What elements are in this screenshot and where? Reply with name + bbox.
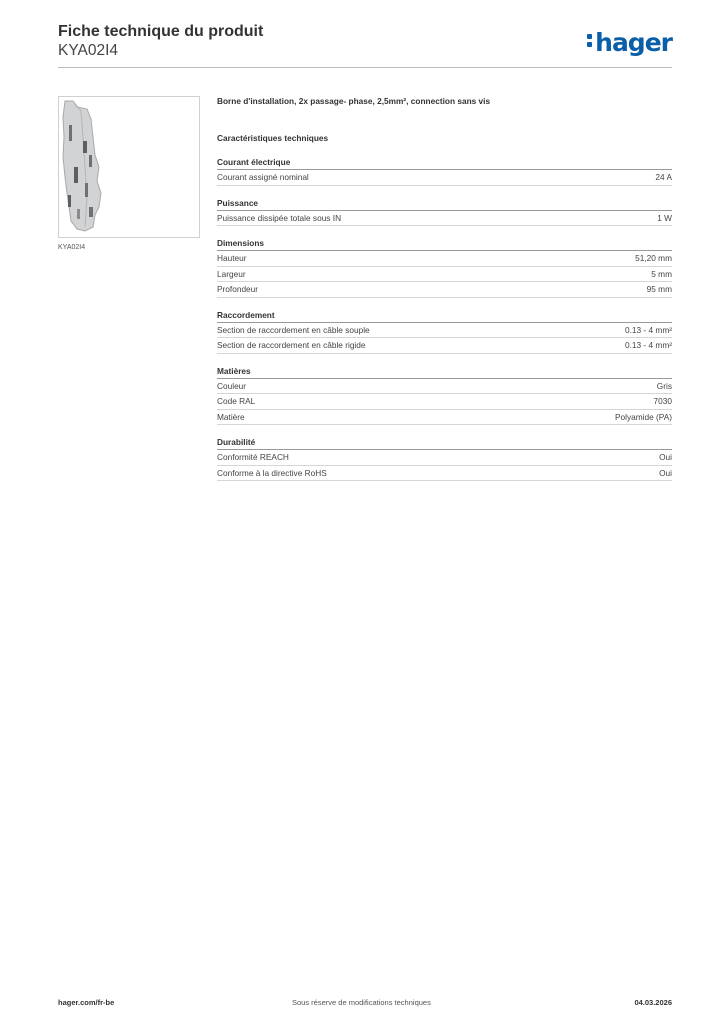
spec-group-title: Dimensions — [217, 237, 672, 251]
spec-label: Conformité REACH — [217, 452, 289, 462]
spec-value: Oui — [659, 467, 672, 478]
spec-value: 0.13 - 4 mm² — [624, 340, 672, 350]
spec-group-courant — [217, 156, 672, 186]
spec-row — [217, 211, 672, 227]
footer-website-link[interactable]: hager.com/fr-be — [58, 998, 115, 1007]
spec-value: 7030 — [653, 396, 672, 406]
spec-row — [217, 338, 672, 354]
spec-label: Code RAL — [217, 396, 256, 406]
logo-text: hager — [595, 28, 672, 57]
spec-row — [217, 466, 672, 482]
spec-value: 5 mm — [651, 268, 672, 279]
spec-group-title: Puissance — [217, 197, 672, 211]
spec-group-title: Durabilité — [217, 436, 672, 450]
spec-row — [217, 323, 672, 339]
spec-label: Matière — [217, 411, 245, 422]
spec-group-title: Raccordement — [217, 309, 672, 323]
spec-content — [217, 92, 672, 481]
spec-label: Section de raccordement en câble rigide — [217, 340, 366, 350]
product-description: Borne d'installation, 2x passage- phase, 2,5mm², connection sans vis — [217, 96, 491, 106]
spec-label: Puissance dissipée totale sous IN — [217, 212, 342, 223]
spec-row — [217, 394, 672, 410]
spec-label: Hauteur — [217, 253, 247, 263]
spec-row — [217, 450, 672, 466]
spec-row — [217, 170, 672, 186]
spec-label: Couleur — [217, 380, 247, 391]
spec-row — [217, 251, 672, 267]
image-caption: KYA02I4 — [58, 244, 86, 251]
spec-row — [217, 282, 672, 298]
spec-value: Polyamide (PA) — [614, 411, 672, 422]
spec-label: Profondeur — [217, 284, 259, 294]
spec-value: Oui — [659, 452, 672, 462]
terminal-block-illustration — [59, 97, 199, 237]
spec-group-durabilite — [217, 436, 672, 481]
spec-value: 51,20 mm — [635, 253, 672, 263]
document-title: Fiche technique du produit — [58, 23, 264, 40]
spec-value: 1 W — [657, 212, 672, 223]
product-image — [58, 96, 200, 238]
spec-row — [217, 379, 672, 395]
product-reference: KYA02I4 — [58, 42, 119, 59]
spec-value: 95 mm — [646, 284, 672, 294]
spec-group-puissance — [217, 197, 672, 227]
spec-label: Section de raccordement en câble souple — [217, 324, 370, 335]
hager-logo — [587, 28, 672, 57]
spec-label: Courant assigné nominal — [217, 172, 309, 182]
footer-notice: Sous réserve de modifications techniques — [292, 998, 431, 1007]
spec-group-matieres — [217, 365, 672, 426]
header — [58, 22, 263, 60]
specs-heading: Caractéristiques techniques — [217, 133, 329, 143]
header-divider — [58, 67, 672, 68]
spec-group-title: Courant électrique — [217, 156, 672, 170]
spec-value: Gris — [656, 380, 672, 391]
spec-value: 24 A — [655, 172, 672, 182]
spec-group-dimensions — [217, 237, 672, 298]
spec-value: 0.13 - 4 mm² — [624, 324, 672, 335]
footer-date: 04.03.2026 — [634, 998, 672, 1007]
spec-group-raccordement — [217, 309, 672, 354]
spec-label: Largeur — [217, 268, 246, 279]
spec-row — [217, 267, 672, 283]
spec-group-title: Matières — [217, 365, 672, 379]
spec-row — [217, 410, 672, 426]
logo-dots-icon — [587, 28, 594, 48]
spec-label: Conforme à la directive RoHS — [217, 467, 327, 478]
